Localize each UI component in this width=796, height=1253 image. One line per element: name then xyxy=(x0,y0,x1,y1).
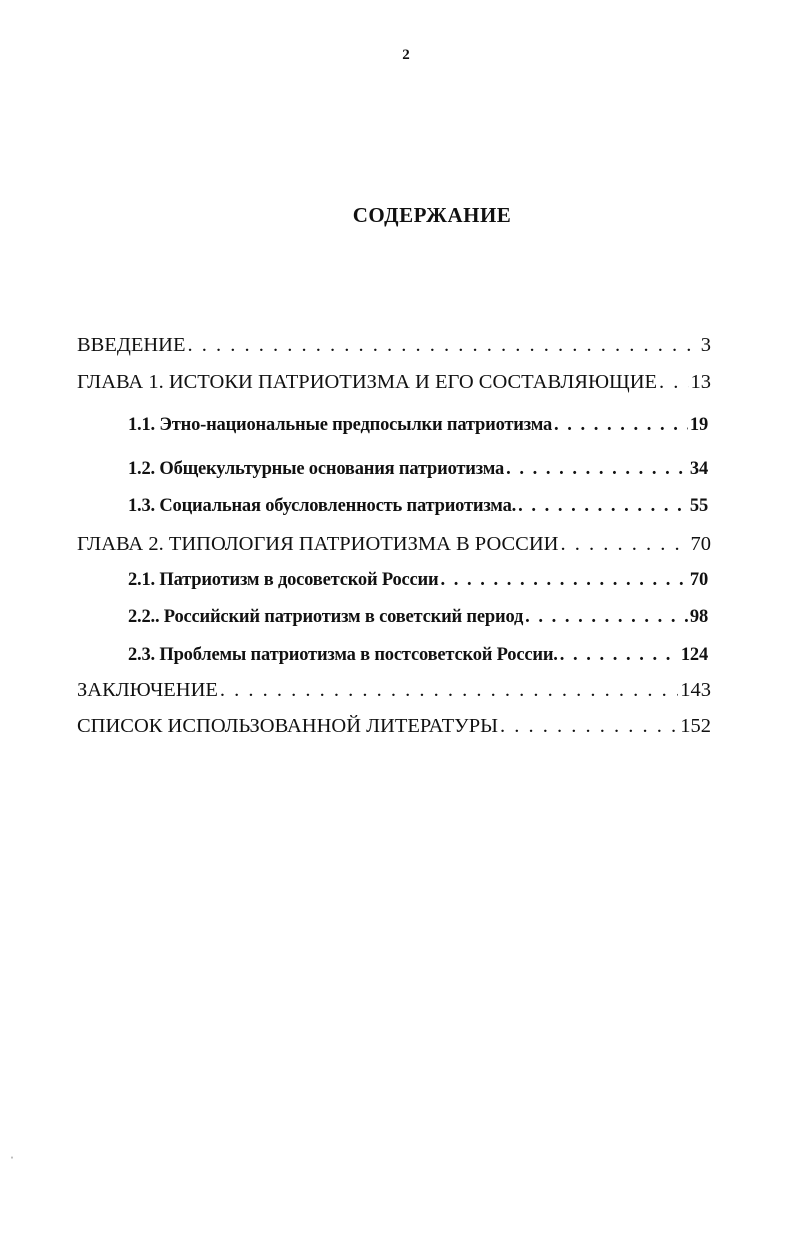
toc-entry-label: 1.1. Этно-национальные предпосылки патриотизма xyxy=(128,415,553,435)
scan-mark: ˌ xyxy=(10,1145,14,1159)
toc-entry xyxy=(77,529,711,559)
toc-entry-label: ГЛАВА 2. ТИПОЛОГИЯ ПАТРИОТИЗМА В РОССИИ xyxy=(77,533,559,555)
toc-entry-page: 19 xyxy=(689,415,708,435)
toc-entry-page: 3 xyxy=(700,334,711,356)
toc-entry-label: 2.2.. Российский патриотизм в советский период xyxy=(128,607,524,627)
toc-dot-leader xyxy=(440,565,687,595)
toc-dot-leader xyxy=(560,640,679,670)
toc-entry-label: 2.1. Патриотизм в досоветской России xyxy=(128,570,439,590)
toc-entry xyxy=(128,454,708,484)
toc-dot-leader xyxy=(659,367,688,397)
toc-entry-page: 70 xyxy=(690,533,711,555)
toc-entry-page: 13 xyxy=(690,371,711,393)
toc-entry-label: ЗАКЛЮЧЕНИЕ xyxy=(77,679,218,701)
toc-dot-leader xyxy=(525,602,688,632)
toc-dot-leader xyxy=(554,410,688,440)
toc-entry xyxy=(128,640,708,670)
toc-entry xyxy=(77,330,711,360)
toc-entry xyxy=(77,675,711,705)
toc-entry xyxy=(77,367,711,397)
toc-entry xyxy=(128,602,708,632)
toc-entry xyxy=(128,410,708,440)
toc-dot-leader xyxy=(518,491,688,521)
toc-entry-page: 70 xyxy=(689,570,708,590)
toc-dot-leader xyxy=(220,675,678,705)
toc-entry-page: 143 xyxy=(680,679,711,701)
toc-entry-page: 55 xyxy=(689,496,708,516)
page-number: 2 xyxy=(402,47,410,63)
toc-entry xyxy=(77,711,711,741)
toc-entry-label: 1.2. Общекультурные основания патриотизма xyxy=(128,459,505,479)
toc-entry-label: ВВЕДЕНИЕ xyxy=(77,334,186,356)
toc-dot-leader xyxy=(188,330,699,360)
toc-entry-label: СПИСОК ИСПОЛЬЗОВАННОЙ ЛИТЕРАТУРЫ xyxy=(77,715,498,737)
toc-dot-leader xyxy=(506,454,688,484)
toc-entry-label: 1.3. Социальная обусловленность патриотизма. xyxy=(128,496,517,516)
toc-entry-page: 152 xyxy=(680,715,711,737)
toc-entry xyxy=(128,491,708,521)
toc-dot-leader xyxy=(560,529,688,559)
toc-entry-page: 124 xyxy=(680,645,708,665)
toc-entry xyxy=(128,565,708,595)
toc-entry-page: 98 xyxy=(689,607,708,627)
toc-entry-label: 2.3. Проблемы патриотизма в постсоветской России. xyxy=(128,645,558,665)
toc-entry-page: 34 xyxy=(689,459,708,479)
toc-entry-label: ГЛАВА 1. ИСТОКИ ПАТРИОТИЗМА И ЕГО СОСТАВЛЯЮЩИЕ xyxy=(77,371,658,393)
toc-dot-leader xyxy=(500,711,678,741)
toc-title: СОДЕРЖАНИЕ xyxy=(352,203,512,227)
